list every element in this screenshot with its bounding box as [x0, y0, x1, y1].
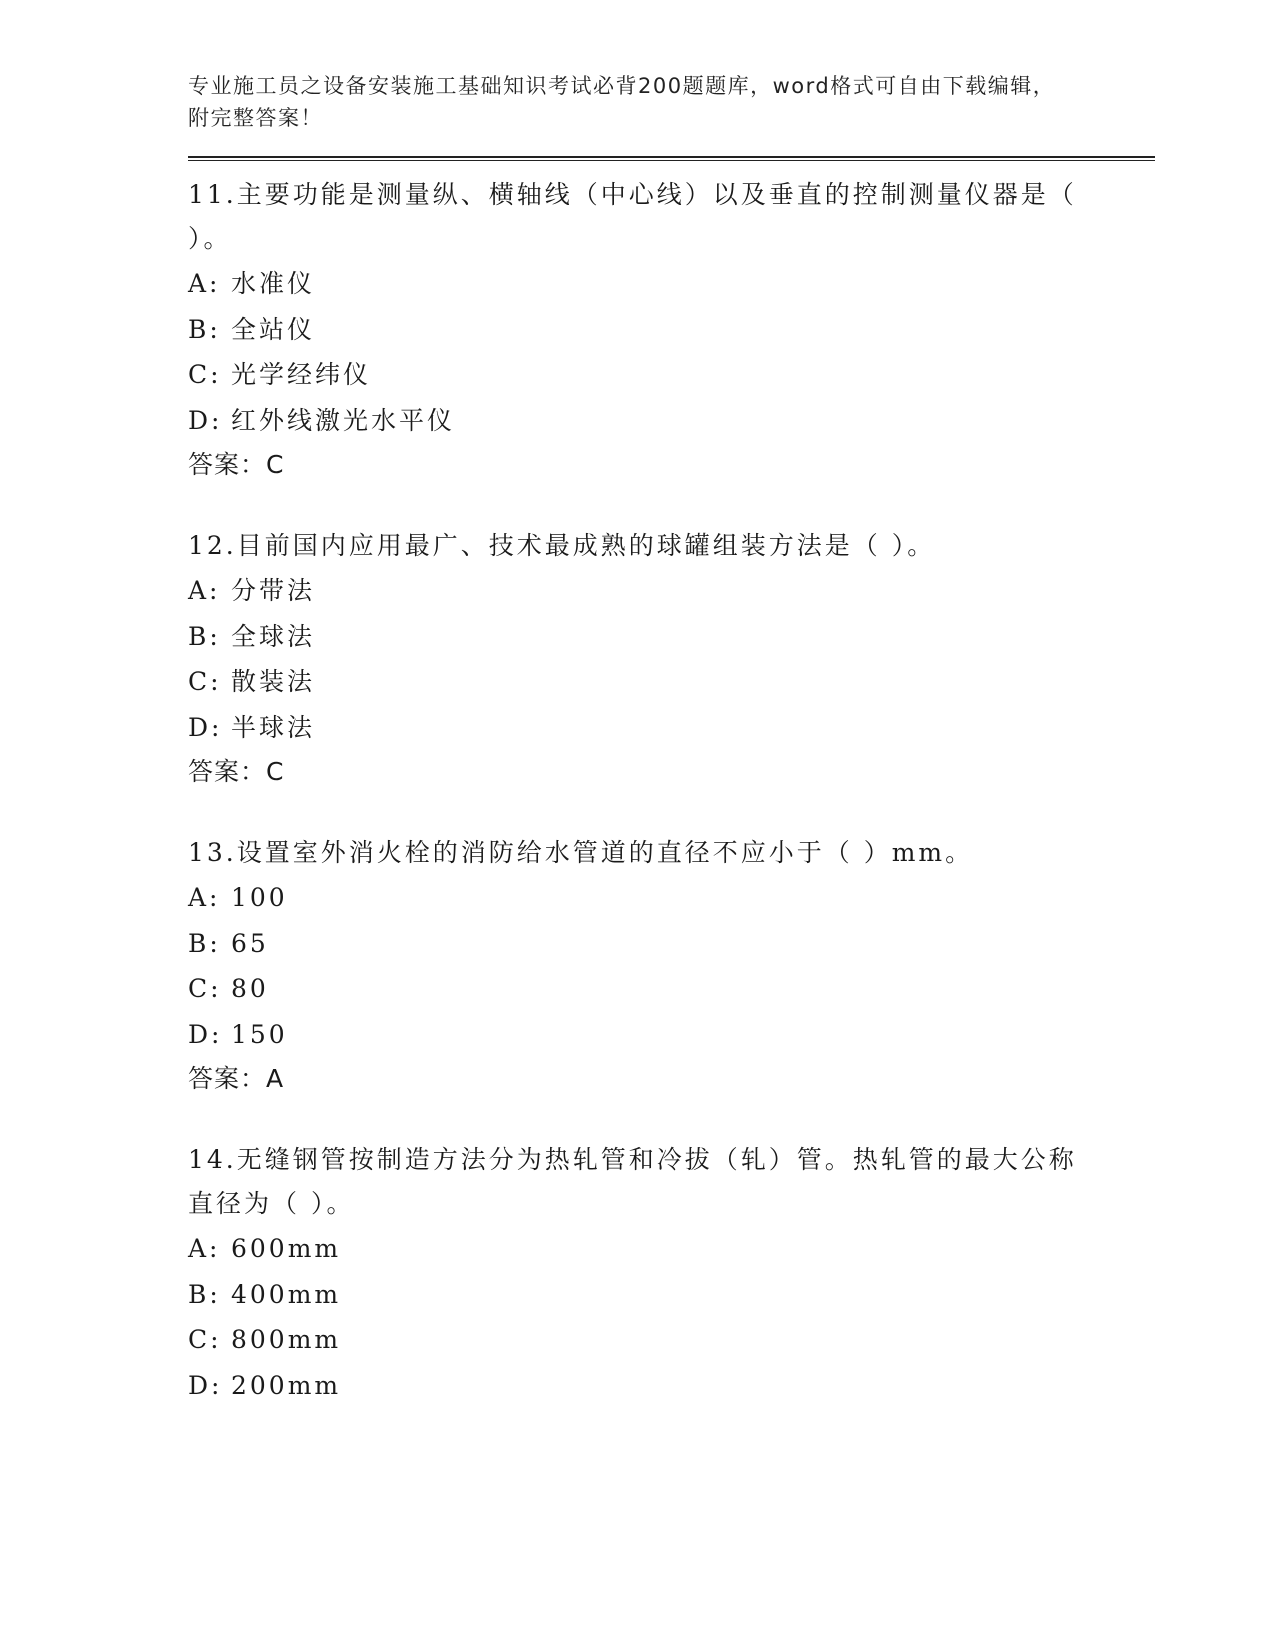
option-a — [188, 261, 1148, 307]
question-11 — [188, 173, 1148, 487]
answer-line: 答案：A — [188, 1064, 285, 1093]
option-letter: C: — [188, 1325, 222, 1354]
option-a — [188, 875, 1148, 921]
option-text: 80 — [231, 974, 269, 1003]
question-number: 12. — [188, 531, 237, 560]
option-text: 400mm — [231, 1279, 342, 1309]
option-a — [188, 1226, 1148, 1272]
option-c — [188, 1317, 1148, 1363]
answer-line: 答案：C — [188, 757, 285, 786]
option-c — [188, 352, 1148, 398]
option-letter: C: — [188, 974, 222, 1003]
answer-line: 答案：C — [188, 450, 285, 479]
option-a — [188, 568, 1148, 614]
option-letter: A: — [188, 883, 221, 912]
option-letter: C: — [188, 667, 222, 696]
option-letter: A: — [188, 269, 221, 298]
question-stem — [188, 173, 1088, 261]
question-12 — [188, 524, 1148, 794]
question-text: 无缝钢管按制造方法分为热轧管和冷拔（轧）管。热轧管的最大公称直径为（ ）。 — [188, 1145, 1077, 1218]
option-letter: A: — [188, 1234, 221, 1263]
option-b — [188, 614, 1148, 660]
question-13 — [188, 831, 1148, 1101]
option-text: 分带法 — [231, 576, 316, 605]
question-stem — [188, 831, 1088, 875]
option-letter: D: — [188, 712, 223, 742]
question-text: 主要功能是测量纵、横轴线（中心线）以及垂直的控制测量仪器是（ ）。 — [188, 180, 1077, 253]
option-text: 水准仪 — [231, 269, 316, 298]
option-text: 半球法 — [231, 712, 316, 742]
document-header: 专业施工员之设备安装施工基础知识考试必背200题题库，word格式可自由下载编辑，附完整答案！ — [188, 74, 1056, 130]
option-text: 红外线激光水平仪 — [231, 405, 456, 435]
question-stem — [188, 524, 1088, 568]
option-text: 全站仪 — [231, 314, 316, 344]
option-c — [188, 659, 1148, 705]
option-text: 100 — [231, 883, 288, 912]
option-letter: A: — [188, 576, 221, 605]
option-text: 600mm — [231, 1234, 342, 1263]
question-stem — [188, 1138, 1088, 1226]
question-text: 设置室外消火栓的消防给水管道的直径不应小于（ ）mm。 — [236, 838, 974, 867]
option-c — [188, 966, 1148, 1012]
option-text: 散装法 — [231, 667, 316, 696]
option-letter: B: — [188, 928, 221, 958]
option-letter: D: — [188, 1370, 223, 1400]
option-letter: D: — [188, 405, 223, 435]
header-divider — [188, 156, 1155, 161]
option-text: 光学经纬仪 — [231, 360, 372, 389]
option-d — [188, 705, 1148, 751]
option-b — [188, 1272, 1148, 1318]
option-letter: C: — [188, 360, 222, 389]
option-d — [188, 1012, 1148, 1058]
option-text: 200mm — [231, 1370, 342, 1400]
option-letter: D: — [188, 1019, 223, 1049]
option-letter: B: — [188, 621, 221, 651]
question-number: 11. — [188, 180, 237, 209]
question-14 — [188, 1138, 1148, 1408]
option-text: 65 — [231, 928, 269, 958]
document-page — [188, 70, 1148, 1445]
question-text: 目前国内应用最广、技术最成熟的球罐组装方法是（ ）。 — [236, 531, 936, 560]
option-d — [188, 1363, 1148, 1409]
option-letter: B: — [188, 1279, 221, 1309]
option-d — [188, 398, 1148, 444]
question-number: 13. — [188, 838, 237, 867]
option-text: 全球法 — [231, 621, 316, 651]
option-text: 800mm — [231, 1325, 342, 1354]
option-b — [188, 307, 1148, 353]
option-text: 150 — [231, 1019, 288, 1049]
option-letter: B: — [188, 314, 221, 344]
question-list — [188, 173, 1148, 1408]
option-b — [188, 921, 1148, 967]
question-number: 14. — [188, 1145, 237, 1174]
